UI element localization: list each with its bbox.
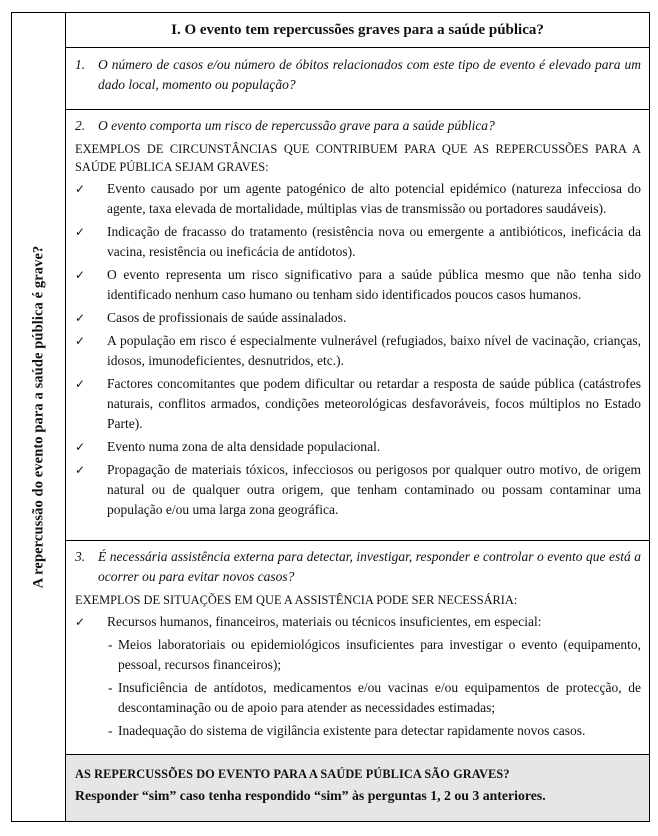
check-icon: ✓	[75, 311, 86, 325]
list-item: ✓ O evento representa um risco significativo para a saúde pública mesmo que não tenha sido identificado nenhum caso humano ou tenham sido identificados poucos casos humanos.	[75, 267, 641, 302]
conclusion-question: AS REPERCUSSÕES DO EVENTO PARA A SAÚDE PÚBLICA SÃO GRAVES?	[75, 767, 510, 781]
list-item: ✓ Indicação de fracasso do tratamento (resistência nova ou emergente a antibióticos, ineficácia da vacina, resistência ou ineficácia de antídotos).	[75, 224, 641, 259]
question-3-cell	[66, 541, 649, 755]
list-item: ✓ Evento causado por um agente patogénico de alto potencial epidémico (natureza infecciosa do agente, taxa elevada de mortalidade, múltiplas vias de transmissão ou portadores saudáveis).	[75, 181, 641, 216]
dash-bullet: -	[108, 723, 113, 738]
check-icon: ✓	[75, 182, 86, 196]
main-column	[66, 13, 649, 821]
conclusion-box	[66, 755, 649, 821]
question-1	[66, 55, 649, 95]
list-item: ✓ Recursos humanos, financeiros, materiais ou técnicos insuficientes, em especial:	[66, 612, 649, 632]
check-icon: ✓	[75, 440, 86, 454]
check-icon: ✓	[75, 225, 86, 239]
situations-list	[66, 612, 649, 632]
examples-heading: EXEMPLOS DE SITUAÇÕES EM QUE A ASSISTÊNCIA PODE SER NECESSÁRIA:	[75, 593, 518, 607]
list-item: ✓ Evento numa zona de alta densidade populacional.	[66, 437, 649, 457]
circumstances-list	[66, 179, 649, 520]
check-icon: ✓	[75, 268, 86, 282]
dash-bullet: -	[108, 680, 113, 695]
list-item: ✓ Propagação de materiais tóxicos, infecciosos ou perigosos por qualquer outro motivo, de origem natural ou de qualquer outra origem, que tenham contaminado ou possam contaminar uma população e/ou uma larga zona geográfica.	[75, 462, 641, 517]
assessment-table	[11, 12, 650, 822]
question-1-cell	[66, 48, 649, 110]
list-item: ✓ Casos de profissionais de saúde assinalados.	[66, 308, 649, 328]
side-label: A repercussão do evento para a saúde pública é grave?	[30, 245, 46, 589]
question-number: 2.	[75, 118, 86, 133]
question-text: O evento comporta um risco de repercussão grave para a saúde pública?	[98, 118, 495, 133]
question-text: É necessária assistência externa para detectar, investigar, responder e controlar o evento que está a ocorrer ou para evitar novos casos?	[98, 549, 641, 584]
question-3	[66, 547, 649, 587]
list-item: ✓ Factores concomitantes que podem dificultar ou retardar a resposta de saúde pública (catástrofes naturais, conflitos armados, condições meteorológicas desfavoráveis, focos múltiplos no Estado Parte).	[75, 376, 641, 431]
question-number: 3.	[75, 549, 86, 564]
side-column	[12, 13, 66, 821]
question-text: O número de casos e/ou número de óbitos relacionados com este tipo de evento é elevado para um dado local, momento ou população?	[98, 57, 641, 92]
question-number: 1.	[75, 57, 86, 72]
question-2-cell	[66, 110, 649, 541]
examples-heading: EXEMPLOS DE CIRCUNSTÂNCIAS QUE CONTRIBUEM PARA QUE AS REPERCUSSÕES PARA A SAÚDE PÚBLICA SEJAM GRAVES:	[75, 142, 641, 174]
question-2	[66, 116, 649, 136]
sub-list-item: - Meios laboratoriais ou epidemiológicos insuficientes para investigar o evento (equipamento, pessoal, recursos financeiros);	[108, 637, 641, 672]
dash-bullet: -	[108, 637, 113, 652]
sub-list-item: - Insuficiência de antídotos, medicamentos e/ou vacinas e/ou equipamentos de protecção, de descontaminação ou de apoio para atender as necessidades estimadas;	[108, 680, 641, 715]
check-icon: ✓	[75, 615, 86, 629]
conclusion-instruction: Responder “sim” caso tenha respondido “sim” às perguntas 1, 2 ou 3 anteriores.	[75, 788, 546, 803]
section-title: I. O evento tem repercussões graves para a saúde pública?	[66, 13, 649, 48]
list-item: ✓ A população em risco é especialmente vulnerável (refugiados, baixo nível de vacinação, crianças, idosos, imunodeficientes, desnutridos, etc.).	[75, 333, 641, 368]
sub-list-item: - Inadequação do sistema de vigilância existente para detectar rapidamente novos casos.	[66, 721, 649, 741]
check-icon: ✓	[75, 334, 86, 348]
check-icon: ✓	[75, 377, 86, 391]
sub-list	[66, 635, 649, 741]
check-icon: ✓	[75, 463, 86, 477]
